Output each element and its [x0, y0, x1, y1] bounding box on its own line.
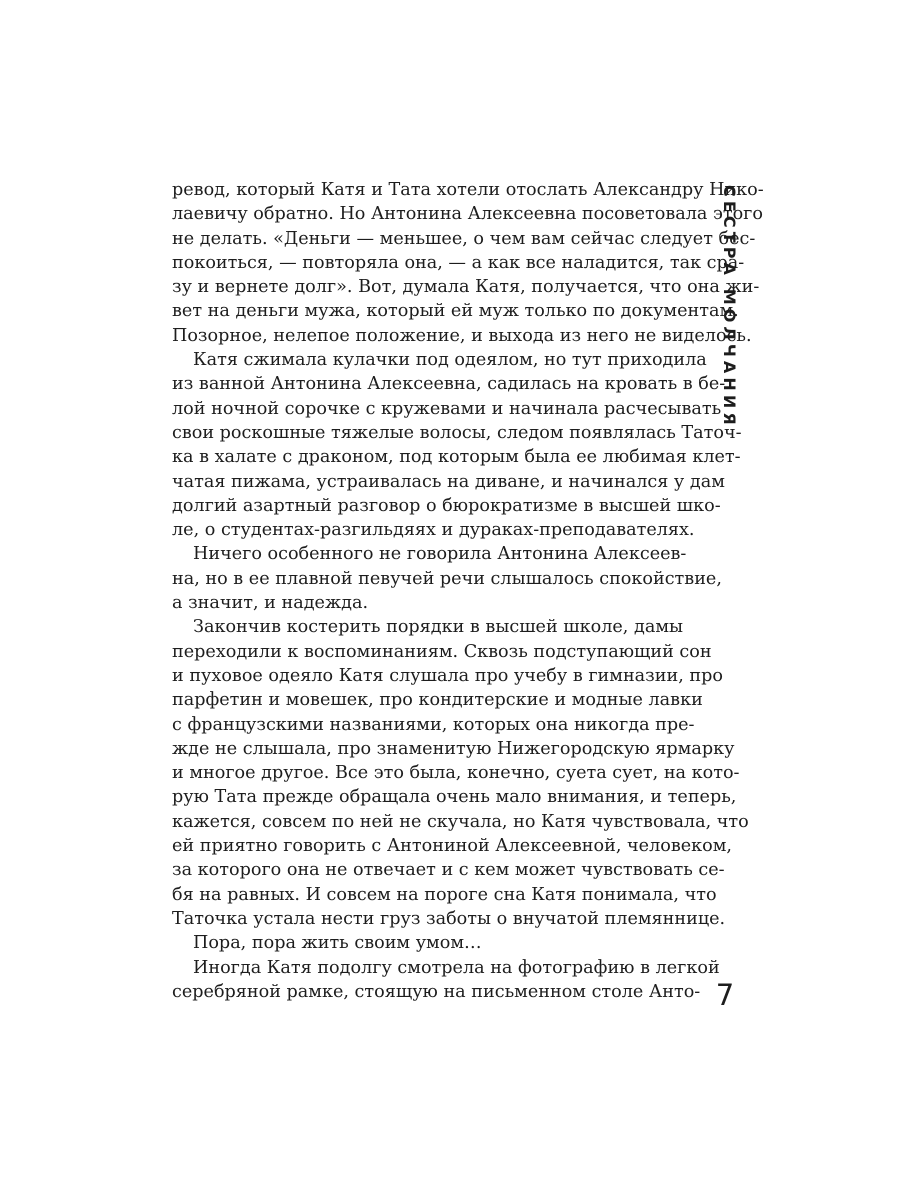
text-line: рую Тата прежде обращала очень мало внимания, и теперь, — [172, 787, 737, 808]
text-line: переходили к воспоминаниям. Сквозь подступающий сон — [172, 641, 712, 662]
text-line: чатая пижама, устраивалась на диване, и начинался у дам — [172, 471, 725, 492]
text-line: Таточка устала нести груз заботы о внучатой племяннице. — [172, 908, 726, 929]
paragraph — [172, 956, 720, 1005]
text-line: и пуховое одеяло Катя слушала про учебу в гимназии, про — [172, 665, 723, 686]
paragraph — [172, 931, 659, 955]
text-line: Позорное, нелепое положение, и выхода из него не виделось. — [172, 325, 752, 346]
text-line: на, но в ее плавной певучей речи слышалось спокойствие, — [172, 568, 722, 589]
text-line: ка в халате с драконом, под которым была ее любимая клет- — [172, 447, 741, 468]
text-line: ей приятно говорить с Антониной Алексеевной, человеком, — [172, 836, 733, 857]
text-line: долгий азартный разговор о бюрократизме в высшей шко- — [172, 495, 721, 516]
text-line: из ванной Антонина Алексеевна, садилась на кровать в бе- — [172, 374, 726, 395]
paragraph — [172, 348, 742, 542]
text-line: зу и вернете долг». Вот, думала Катя, получается, что она жи- — [172, 277, 760, 298]
text-line: жде не слышала, про знаменитую Нижегородскую ярмарку — [172, 738, 735, 759]
text-line: кажется, совсем по ней не скучала, но Катя чувствовала, что — [172, 811, 749, 832]
text-line: вет на деньги мужа, который ей муж только по документам. — [172, 301, 739, 322]
text-line: серебряной рамке, стоящую на письменном столе Анто- — [172, 981, 701, 1002]
running-head: СЕСТРА МОЛЧАНИЯ — [720, 185, 739, 429]
page-number: 7 — [715, 978, 735, 1012]
text-line: и многое другое. Все это была, конечно, суета сует, на кото- — [172, 763, 740, 784]
text-line: Ничего особенного не говорила Антонина Алексеев- — [193, 544, 687, 565]
text-line: лаевичу обратно. Но Антонина Алексеевна посоветовала этого — [172, 204, 763, 225]
text-line: Пора, пора жить своим умом… — [193, 933, 482, 954]
paragraph — [172, 542, 722, 615]
text-line: за которого она не отвечает и с кем может чувствовать се- — [172, 860, 725, 881]
text-line: бя на равных. И совсем на пороге сна Катя понимала, что — [172, 884, 717, 905]
text-line: ле, о студентах-разгильдяях и дураках-преподавателях. — [172, 520, 695, 541]
text-line: лой ночной сорочке с кружевами и начинала расчесывать — [172, 398, 722, 419]
text-line: Закончив костерить порядки в высшей школе, дамы — [193, 617, 684, 638]
text-line: свои роскошные тяжелые волосы, следом появлялась Таточ- — [172, 422, 742, 443]
text-line: не делать. «Деньги — меньшее, о чем вам сейчас следует бес- — [172, 228, 756, 249]
text-line: а значит, и надежда. — [172, 593, 369, 614]
text-line: ревод, который Катя и Тата хотели отослать Александру Нико- — [172, 180, 764, 200]
text-line: Иногда Катя подолгу смотрела на фотографию в легкой — [193, 957, 720, 978]
text-line: с французскими названиями, которых она никогда пре- — [172, 714, 695, 735]
paragraph — [172, 615, 749, 931]
text-line: покоиться, — повторяла она, — а как все наладится, так сра- — [172, 252, 745, 273]
text-line: Катя сжимала кулачки под одеялом, но тут приходила — [193, 350, 707, 371]
text-line: парфетин и мовешек, про кондитерские и модные лавки — [172, 690, 703, 711]
